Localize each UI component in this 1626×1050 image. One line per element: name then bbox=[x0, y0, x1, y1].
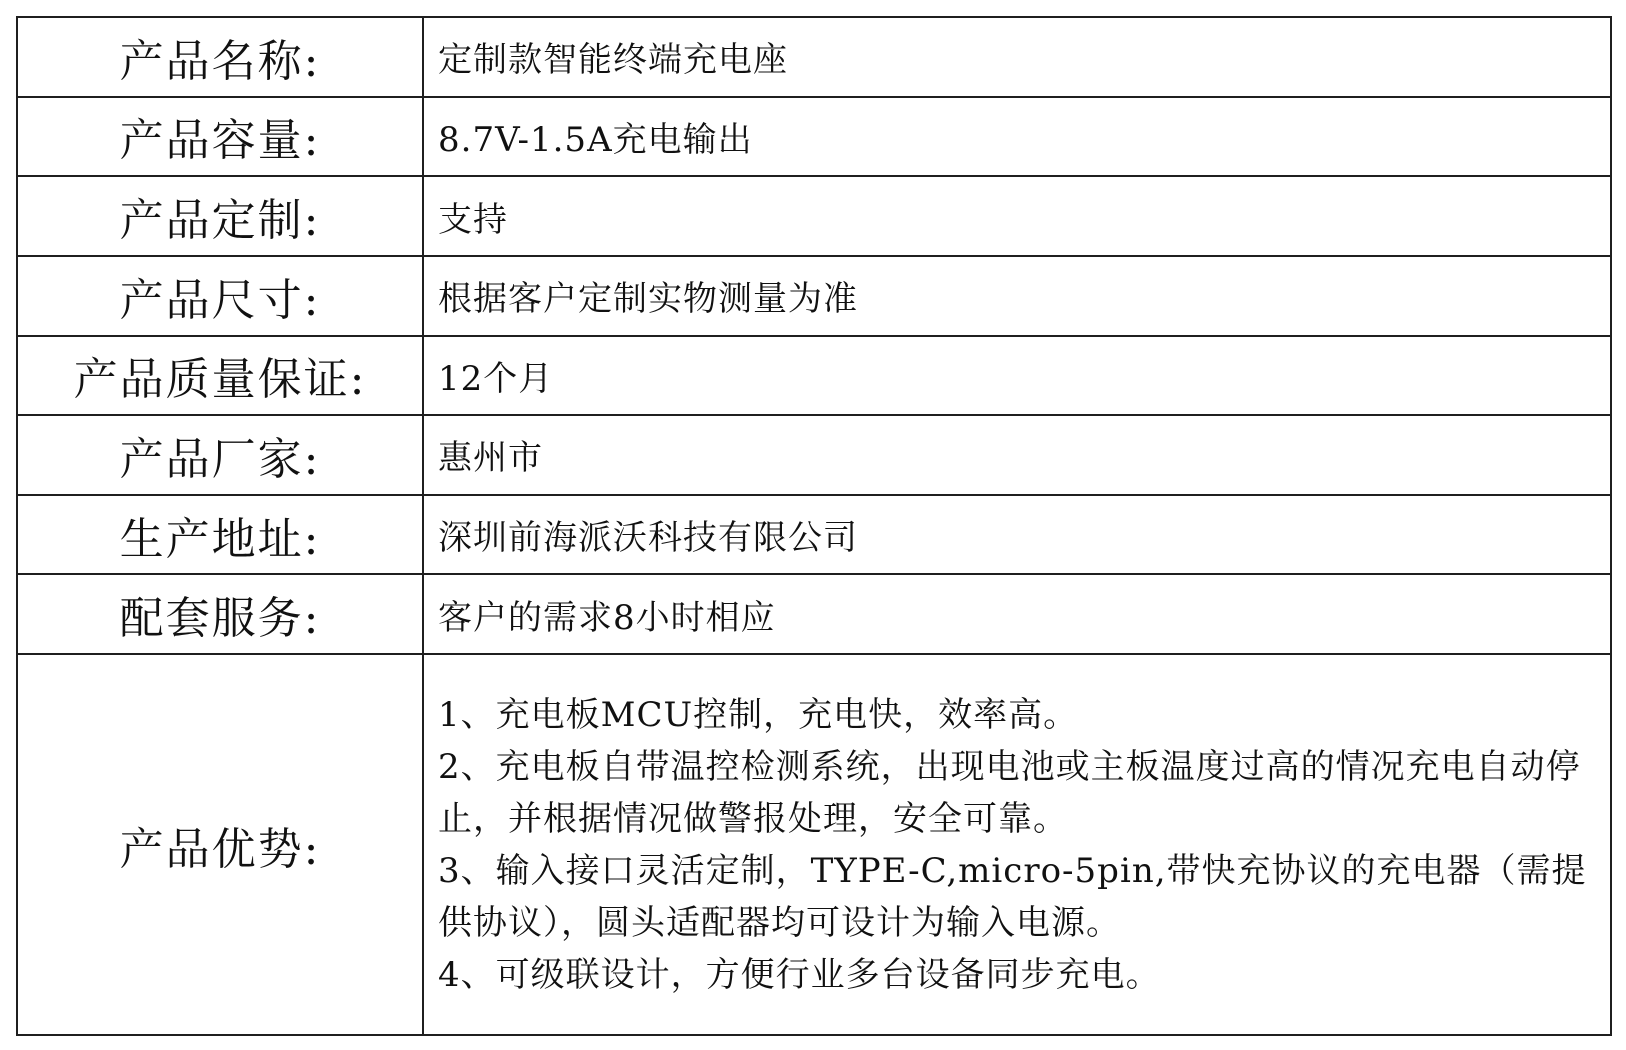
spec-value: 客户的需求8小时相应 bbox=[423, 574, 1611, 654]
spec-value: 支持 bbox=[423, 176, 1611, 256]
advantage-item: 3、输入接口灵活定制，TYPE-C,micro-5pin,带快充协议的充电器（需提供协议），圆头适配器均可设计为输入电源。 bbox=[438, 850, 1587, 943]
spec-row-size bbox=[17, 256, 1611, 336]
spec-value: 8.7V-1.5A充电输出 bbox=[423, 97, 1611, 177]
spec-row-address bbox=[17, 495, 1611, 575]
spec-label: 配套服务: bbox=[17, 574, 423, 654]
spec-label: 产品名称: bbox=[17, 17, 423, 97]
advantages-list bbox=[423, 654, 1611, 1035]
advantage-item: 4、可级联设计，方便行业多台设备同步充电。 bbox=[438, 954, 1161, 995]
spec-row-warranty bbox=[17, 336, 1611, 416]
spec-label: 产品优势: bbox=[17, 654, 423, 1035]
spec-value: 12个月 bbox=[423, 336, 1611, 416]
spec-value: 惠州市 bbox=[423, 415, 1611, 495]
spec-label: 产品定制: bbox=[17, 176, 423, 256]
spec-label: 产品质量保证: bbox=[17, 336, 423, 416]
spec-row-customization bbox=[17, 176, 1611, 256]
advantage-item: 2、充电板自带温控检测系统，出现电池或主板温度过高的情况充电自动停止，并根据情况做警报处理，安全可靠。 bbox=[438, 746, 1581, 839]
spec-row-manufacturer bbox=[17, 415, 1611, 495]
spec-row-advantages bbox=[17, 654, 1611, 1035]
spec-label: 产品厂家: bbox=[17, 415, 423, 495]
advantage-item: 1、充电板MCU控制，充电快，效率高。 bbox=[438, 694, 1079, 735]
spec-label: 产品容量: bbox=[17, 97, 423, 177]
spec-row-capacity bbox=[17, 97, 1611, 177]
product-spec-table bbox=[16, 16, 1612, 1036]
spec-row-name bbox=[17, 17, 1611, 97]
spec-label: 生产地址: bbox=[17, 495, 423, 575]
spec-label: 产品尺寸: bbox=[17, 256, 423, 336]
spec-row-service bbox=[17, 574, 1611, 654]
spec-value: 根据客户定制实物测量为准 bbox=[423, 256, 1611, 336]
spec-value: 深圳前海派沃科技有限公司 bbox=[423, 495, 1611, 575]
spec-value: 定制款智能终端充电座 bbox=[423, 17, 1611, 97]
